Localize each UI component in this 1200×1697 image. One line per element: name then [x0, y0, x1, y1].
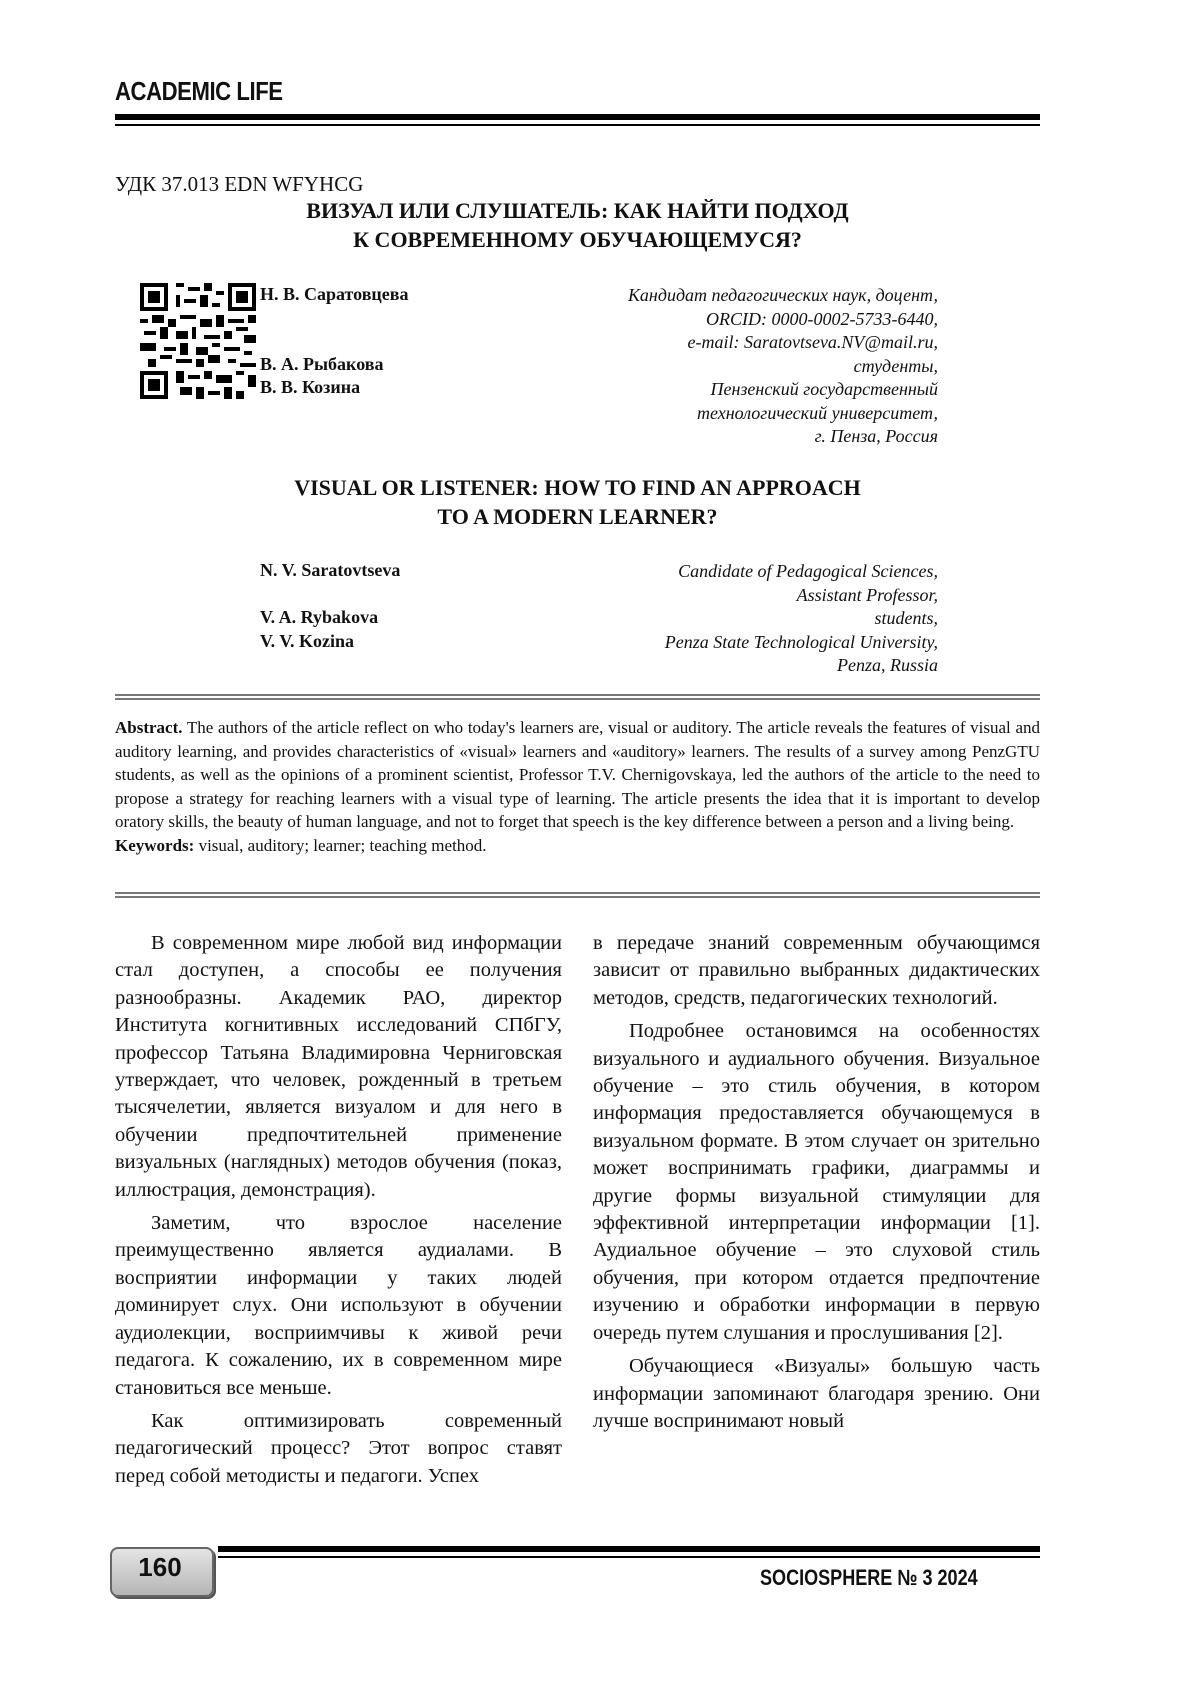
author-en-3: V. V. Kozina: [260, 631, 355, 651]
body-column-left: [115, 930, 562, 1496]
title-ru-line: ВИЗУАЛ ИЛИ СЛУШАТЕЛЬ: КАК НАЙТИ ПОДХОД: [306, 198, 849, 223]
affiliation-ru-line: технологический университет,: [697, 402, 938, 423]
body-paragraph: Заметим, что взрослое население преимущественно является аудиалами. В восприятии информации у таких людей доминирует слух. Они используют в обучении аудиолекции, восприимчивы к живой речи педагога. К сожалению, их в современном мире становиться все меньше.: [115, 1212, 562, 1399]
header-rule-thin: [115, 124, 1040, 126]
body-paragraph: в передаче знаний современным обучающимся зависит от правильно выбранных дидактических методов, средств, педагогических технологий.: [593, 932, 1040, 1009]
affiliation-ru-line: г. Пенза, Россия: [814, 426, 938, 446]
keywords-label: Keywords:: [115, 835, 195, 855]
author-ru-3: В. В. Козина: [260, 377, 361, 397]
keywords-paragraph: [115, 834, 1040, 858]
footer-rule-thick: [218, 1546, 1040, 1552]
author-en-1: N. V. Saratovtseva: [260, 560, 401, 580]
affiliation-en-line: Assistant Professor,: [796, 584, 938, 605]
abstract-bottom-rule: [115, 892, 1040, 898]
affiliation-en-line: Penza, Russia: [837, 655, 938, 675]
affiliation-ru-line: Пензенский государственный: [710, 379, 938, 399]
affiliation-en-line: Candidate of Pedagogical Sciences,: [678, 561, 938, 581]
affiliation-ru-line: Кандидат педагогических наук, доцент,: [627, 285, 938, 305]
affiliation-ru-line: ORCID: 0000-0002-5733-6440,: [706, 308, 938, 329]
page-number: 160: [138, 1552, 182, 1582]
section-header: ACADEMIC LIFE: [115, 76, 283, 106]
affiliation-ru-line: e-mail: Saratovtseva.NV@mail.ru,: [687, 332, 938, 352]
qr-code-icon: [140, 283, 256, 399]
footer-rule-thin: [218, 1556, 1040, 1558]
title-en-line: TO A MODERN LEARNER?: [437, 504, 718, 529]
author-ru-2: В. А. Рыбакова: [260, 354, 384, 374]
author-ru-1: Н. В. Саратовцева: [260, 284, 409, 304]
affiliation-ru: [628, 284, 938, 449]
body-paragraph: В современном мире любой вид информации стал доступен, а способы ее получения разнообразны. Академик РАО, директор Института когнитивных исследований СПбГУ, профессор Татьяна Владимировна Черниговская утверждает, что человек, рожденный в третьем тысячелетии, является визуалом и для него в обучении предпочтительней применение визуальных (наглядных) методов обучения (показ, иллюстрация, демонстрация).: [115, 932, 562, 1201]
title-russian: [115, 196, 1040, 254]
abstract: [115, 716, 1040, 857]
body-paragraph: Подробнее остановимся на особенностях визуального и аудиального обучения. Визуальное обучение – это стиль обучения, в котором информация предоставляется обучающемуся в визуальном формате. В этом случает он зрительно может воспринимать графики, диаграммы и другие формы визуальной стимуляции для эффективной интерпретации информации [1]. Аудиальное обучение – это слуховой стиль обучения, при котором отдается предпочтение изучению и обработки информации в первую очередь путем слушания и прослушивания [2].: [593, 1020, 1040, 1344]
abstract-text: The authors of the article reflect on who today's learners are, visual or auditory. The article reveals the features of visual and auditory learning, and provides characteristics of «visual» learners and «auditory» learners. The results of a survey among PenzGTU students, as well as the opinions of a prominent scientist, Professor T.V. Chernigovskaya, led the authors of the article to the need to propose a strategy for reaching learners with a visual type of learning. The article presents the idea that it is important to develop oratory skills, the beauty of human language, and not to forget that speech is the key difference between a person and a living being.: [115, 718, 1040, 831]
title-ru-line: К СОВРЕМЕННОМУ ОБУЧАЮЩЕМУСЯ?: [353, 227, 802, 252]
body-column-right: [593, 930, 1040, 1441]
affiliation-en-line: Penza State Technological University,: [664, 631, 938, 652]
affiliation-ru-line: студенты,: [853, 355, 938, 376]
body-paragraph: Обучающиеся «Визуалы» большую часть информации запоминают благодаря зрению. Они лучше воспринимают новый: [593, 1355, 1040, 1432]
title-en-line: VISUAL OR LISTENER: HOW TO FIND AN APPROACH: [294, 475, 861, 500]
abstract-paragraph: [115, 716, 1040, 834]
affiliation-en: [665, 560, 938, 678]
body-paragraph: Как оптимизировать современный педагогический процесс? Этот вопрос ставят перед собой методисты и педагоги. Успех: [115, 1409, 562, 1487]
author-en-2: V. A. Rybakova: [260, 607, 379, 627]
abstract-label: Abstract.: [115, 718, 183, 737]
header-rule-thick: [115, 114, 1040, 120]
keywords-text: visual, auditory; learner; teaching method.: [194, 835, 487, 855]
udk-code: УДК 37.013 EDN WFYHCG: [115, 172, 364, 196]
abstract-top-rule: [115, 694, 1040, 700]
title-english: [115, 473, 1040, 531]
journal-name: SOCIOSPHERE № 3 2024: [760, 1565, 978, 1590]
affiliation-en-line: students,: [874, 608, 938, 628]
